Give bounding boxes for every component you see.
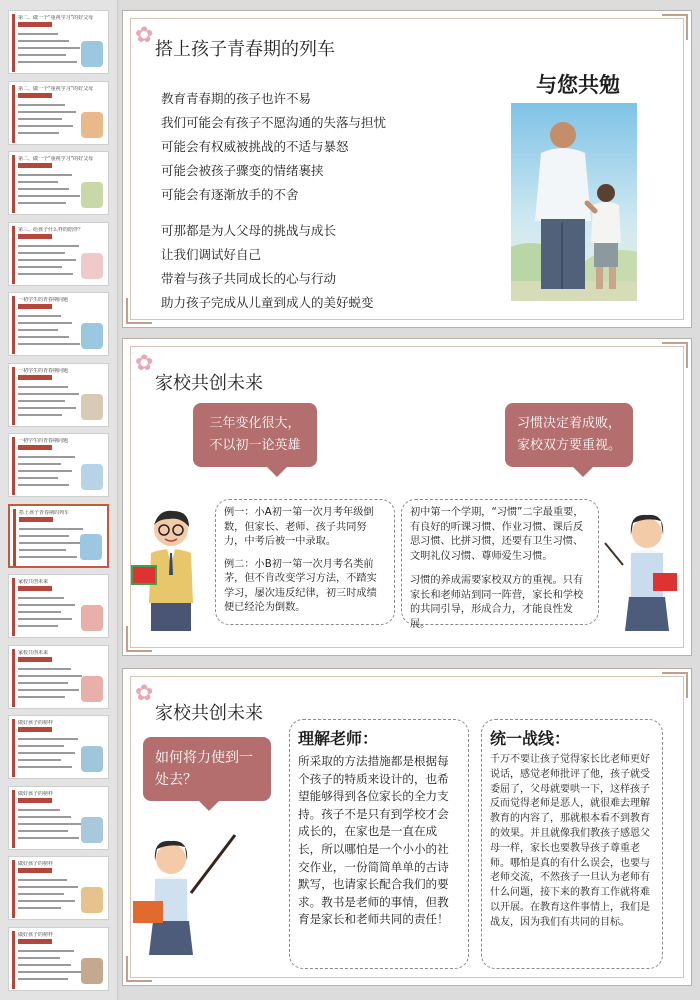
thumbnail-illustration <box>81 817 103 843</box>
thumbnail-title: 做好孩子的榜样 <box>18 720 54 726</box>
thumbnail-text-line <box>18 40 69 42</box>
thumbnail-text-line <box>18 54 66 56</box>
slide-thumbnail[interactable] <box>8 786 109 850</box>
card-title: 统一战线： <box>490 729 571 748</box>
thumbnail-text-line <box>18 668 71 670</box>
thumbnail-text-line <box>18 675 82 677</box>
slide-thumbnail[interactable] <box>8 363 109 427</box>
text-line: 我们可能会有孩子不愿沟通的失落与担忧 <box>161 115 387 130</box>
slide-1 <box>122 10 692 328</box>
thumbnail-text-line <box>18 322 72 324</box>
text-line: 可能会被孩子骤变的情绪裹挟 <box>161 163 324 178</box>
thumbnail-accent <box>12 437 15 495</box>
thumbnail-subheading <box>18 939 52 944</box>
thumbnail-accent <box>12 226 15 284</box>
habit-card <box>401 499 599 630</box>
thumbnail-text-line <box>18 111 76 113</box>
slide-3 <box>122 668 692 986</box>
thumbnail-text-line <box>18 407 76 409</box>
thumbnail-subheading <box>18 375 52 380</box>
thumbnail-title: 第二、做一个“重视学习”的好父母 <box>18 85 94 92</box>
thumbnail-text-line <box>18 484 69 486</box>
thumbnail-text-line <box>18 463 61 465</box>
card-body: 千万不要让孩子觉得家长比老师更好说话，感觉老师批评了他，孩子就受委屈了，父母就要哄一下，这样孩子反而觉得老师是恶人，就很难去理解教育的内容了，那就根本看不到教育的效果。并且就像我们教孩子感恩父母一样，家长也要教导孩子尊重老师。哪怕是真的有什么误会，也要与老师交流，不然孩子一旦认为老师有什么问题，接下来的教育工作就将难以开展。在教育这件事情上，我们是战友，因为我们有共同的目标。 <box>490 754 650 928</box>
text-line: 可能会有逐渐放手的不舍 <box>161 187 299 202</box>
thumbnail-illustration <box>81 958 103 984</box>
thumbnail-accent <box>12 155 15 213</box>
thumbnail-illustration <box>81 112 103 138</box>
slide-thumbnail[interactable] <box>8 856 109 920</box>
thumbnail-illustration <box>80 534 102 560</box>
thumbnail-subheading <box>18 234 52 239</box>
text-line: 可能会有权威被挑战的不适与暴怒 <box>161 139 349 154</box>
thumbnail-text-line <box>18 336 69 338</box>
thumbnail-text-line <box>18 907 61 909</box>
thumbnail-text-line <box>18 604 75 606</box>
slide-thumbnail[interactable] <box>8 151 109 215</box>
male-teacher-illustration <box>129 505 209 637</box>
slide-thumbnail[interactable] <box>8 10 109 74</box>
text-line: 可那都是为人父母的挑战与成长 <box>161 223 337 238</box>
card-title: 理解老师： <box>298 729 379 748</box>
thumbnail-text-line <box>18 414 62 416</box>
corner-ornament <box>126 298 152 324</box>
thumbnail-text-line <box>18 816 71 818</box>
corner-ornament <box>662 342 688 368</box>
flower-icon: ✿ <box>135 23 154 48</box>
thumbnail-text-line <box>18 33 58 35</box>
thumbnail-text-line <box>18 195 80 197</box>
thumbnail-text-line <box>18 174 72 176</box>
thumbnail-text-line <box>18 752 75 754</box>
thumbnail-text-line <box>18 618 72 620</box>
speech-bubble <box>505 403 633 467</box>
thumbnail-text-line <box>18 259 76 261</box>
thumbnail-illustration <box>81 41 103 67</box>
card-body: 所采取的方法措施都是根据每个孩子的特质来设计的，也希望能够得到各位家长的全力支持。孩子不是只有到学校才会成长的，在家也是一直在成长，所以哪怕是一个小小的社交作业，一份简简单单的古诗默写，也请家长配合我们的要求。教书是老师的事情，但教育是家长和老师共同的责任！ <box>298 754 449 927</box>
thumbnail-illustration <box>81 253 103 279</box>
example-card <box>215 499 395 625</box>
thumbnail-title: 一初学生的青春期问题 <box>18 297 69 303</box>
thumbnail-text-line <box>18 830 68 832</box>
slide-thumbnail[interactable] <box>8 292 109 356</box>
thumbnail-text-line <box>18 766 72 768</box>
thumbnail-text-line <box>18 745 64 747</box>
thumbnail-text-line <box>18 245 79 247</box>
thumbnail-text-line <box>18 61 77 63</box>
female-teacher-illustration <box>131 829 241 969</box>
thumbnail-text-line <box>19 549 66 551</box>
thumbnail-text-line <box>18 273 73 275</box>
thumbnail-illustration <box>81 746 103 772</box>
thumbnail-title: 做好孩子的榜样 <box>18 931 54 938</box>
thumbnail-text-line <box>18 893 64 895</box>
thumbnail-text-line <box>18 315 61 317</box>
thumbnail-title: 做好孩子的榜样 <box>18 790 54 797</box>
habit-text: 初中第一个学期，“习惯”二字最重要，有良好的听课习惯、作业习惯、课后反思习惯、比拼习惯，还要有卫生习惯、文明礼仪习惯、尊师爱生习惯。 <box>410 507 584 562</box>
thumbnail-subheading <box>18 163 52 168</box>
father-child-illustration <box>511 103 637 301</box>
example-text: 例一：小A初一第一次月考年级倒数，但家长、老师、孩子共同努力，中考后被一中录取。 <box>224 507 374 547</box>
thumbnail-subheading <box>18 93 52 98</box>
thumbnail-text-line <box>18 118 62 120</box>
slide-thumbnail[interactable] <box>8 433 109 497</box>
thumbnail-illustration <box>81 887 103 913</box>
text-line: 让我们调试好自己 <box>161 247 262 262</box>
thumbnail-subheading <box>19 517 53 522</box>
thumbnail-text-line <box>18 597 64 599</box>
thumbnail-text-line <box>18 759 61 761</box>
thumbnail-text-line <box>18 886 78 888</box>
thumbnail-text-line <box>18 132 59 134</box>
thumbnail-text-line <box>18 611 61 613</box>
flower-icon: ✿ <box>135 681 154 706</box>
thumbnail-subheading <box>18 304 52 309</box>
thumbnail-title: 一初学生的青春期问题 <box>18 367 69 374</box>
thumbnail-illustration <box>81 464 103 490</box>
thumbnail-text-line <box>18 625 58 627</box>
thumbnail-title: 第二、做一个“重视学习”的好父母 <box>18 156 94 162</box>
thumbnail-text-line <box>18 900 75 902</box>
text-line: 助力孩子完成从儿童到成人的美好蜕变 <box>161 295 374 310</box>
slide-thumbnail[interactable] <box>8 222 109 286</box>
thumbnail-title: 第三、给孩子什么样的陪伴？ <box>18 226 84 233</box>
thumbnail-text-line <box>18 456 75 458</box>
text-block <box>161 87 491 315</box>
bubble-line: 习惯决定着成败， <box>516 416 621 431</box>
thumbnail-accent <box>12 85 15 143</box>
thumbnail-text-line <box>18 957 60 959</box>
thumbnail-text-line <box>18 104 65 106</box>
slide-thumbnail[interactable] <box>8 715 109 779</box>
thumbnail-title: 一初学生的青春期问题 <box>18 438 69 444</box>
speech-bubble: 如何将力使到一处去？ <box>143 737 271 801</box>
thumbnail-text-line <box>19 556 77 558</box>
thumbnail-text-line <box>18 329 58 331</box>
thumbnail-illustration <box>81 676 103 702</box>
text-line: 教育青春期的孩子也许不易 <box>161 91 312 106</box>
thumbnail-text-line <box>18 252 65 254</box>
thumbnail-text-line <box>18 738 78 740</box>
habit-text: 习惯的养成需要家校双方的重视。只有家长和老师站到同一阵营，家长和学校的共同引导，形成合力，才能良性发展。 <box>410 575 584 630</box>
thumbnail-accent <box>12 367 15 425</box>
slide-thumbnail[interactable] <box>8 574 109 638</box>
thumbnail-title: 家校共创未来 <box>18 649 49 656</box>
thumbnail-accent <box>12 14 15 72</box>
slide-2 <box>122 338 692 656</box>
motto-heading: 与您共勉 <box>536 73 620 97</box>
thumbnail-accent <box>13 509 16 567</box>
thumbnail-accent <box>12 578 15 636</box>
flower-icon: ✿ <box>135 351 154 376</box>
slide-thumbnail[interactable] <box>8 81 109 145</box>
thumbnail-subheading <box>18 798 52 803</box>
thumbnail-text-line <box>18 181 58 183</box>
thumbnail-text-line <box>18 879 67 881</box>
thumbnail-text-line <box>19 528 83 530</box>
thumbnail-illustration <box>81 323 103 349</box>
thumbnail-title: 做好孩子的榜样 <box>18 861 54 867</box>
united-front-card <box>481 719 663 969</box>
thumbnail-text-line <box>18 47 80 49</box>
thumbnail-text-line <box>18 188 69 190</box>
thumbnail-text-line <box>19 542 80 544</box>
corner-ornament <box>662 14 688 40</box>
understand-teacher-card <box>289 719 469 969</box>
thumbnail-subheading <box>18 586 52 591</box>
thumbnail-subheading <box>18 22 52 27</box>
thumbnail-text-line <box>18 837 79 839</box>
bubble-line: 三年变化很大， <box>209 416 301 431</box>
thumbnail-text-line <box>18 477 58 479</box>
thumbnail-subheading <box>18 727 52 732</box>
thumbnail-text-line <box>18 393 79 395</box>
thumbnail-text-line <box>18 950 74 952</box>
bubble-line: 家校双方要重视。 <box>516 438 621 453</box>
thumbnail-accent <box>12 649 15 707</box>
thumbnail-illustration <box>81 394 103 420</box>
thumbnail-accent <box>12 296 15 354</box>
bubble-line: 不以初一论英雄 <box>209 438 301 453</box>
thumbnail-illustration <box>81 182 103 208</box>
thumbnail-accent <box>12 931 15 989</box>
thumbnail-text-line <box>19 535 69 537</box>
thumbnail-accent <box>12 790 15 848</box>
slide-title: 家校共创未来 <box>155 703 263 724</box>
example-text: 例二：小B初一第一次月考名类前茅，但不肯改变学习方法，不踏实学习，屡次违反纪律，初三时成绩便已经沦为倒数。 <box>224 558 377 613</box>
thumbnail-text-line <box>18 696 65 698</box>
female-teacher-illustration <box>603 509 685 641</box>
slide-thumbnail[interactable] <box>8 927 109 991</box>
thumbnail-text-line <box>18 400 65 402</box>
thumbnail-text-line <box>18 470 72 472</box>
thumbnail-text-line <box>18 971 82 973</box>
slide-thumbnail[interactable] <box>8 645 109 709</box>
thumbnail-text-line <box>18 978 68 980</box>
thumbnail-text-line <box>18 386 68 388</box>
slide-title: 搭上孩子青春期的列车 <box>155 39 335 60</box>
slide-thumbnail-rail[interactable] <box>0 0 118 1000</box>
thumbnail-accent <box>12 719 15 777</box>
thumbnail-title: 搭上孩子青春期的列车 <box>19 509 70 516</box>
thumbnail-accent <box>12 860 15 918</box>
thumbnail-subheading <box>18 445 52 450</box>
thumbnail-text-line <box>18 125 73 127</box>
thumbnail-title: 家校共创未来 <box>18 579 49 585</box>
text-line: 带着与孩子共同成长的心与行动 <box>161 271 337 286</box>
thumbnail-text-line <box>18 809 60 811</box>
speech-bubble <box>193 403 317 467</box>
corner-ornament <box>662 672 688 698</box>
thumbnail-text-line <box>18 682 68 684</box>
thumbnail-subheading <box>18 868 52 873</box>
thumbnail-title: 第二、做一个“重视学习”的好父母 <box>18 15 94 21</box>
thumbnail-text-line <box>18 202 66 204</box>
thumbnail-text-line <box>18 266 62 268</box>
slide-thumbnail[interactable] <box>8 504 109 568</box>
thumbnail-text-line <box>18 964 71 966</box>
thumbnail-text-line <box>18 823 82 825</box>
thumbnail-subheading <box>18 657 52 662</box>
thumbnail-text-line <box>18 343 80 345</box>
slide-title: 家校共创未来 <box>155 373 263 394</box>
thumbnail-illustration <box>81 605 103 631</box>
thumbnail-text-line <box>18 689 79 691</box>
